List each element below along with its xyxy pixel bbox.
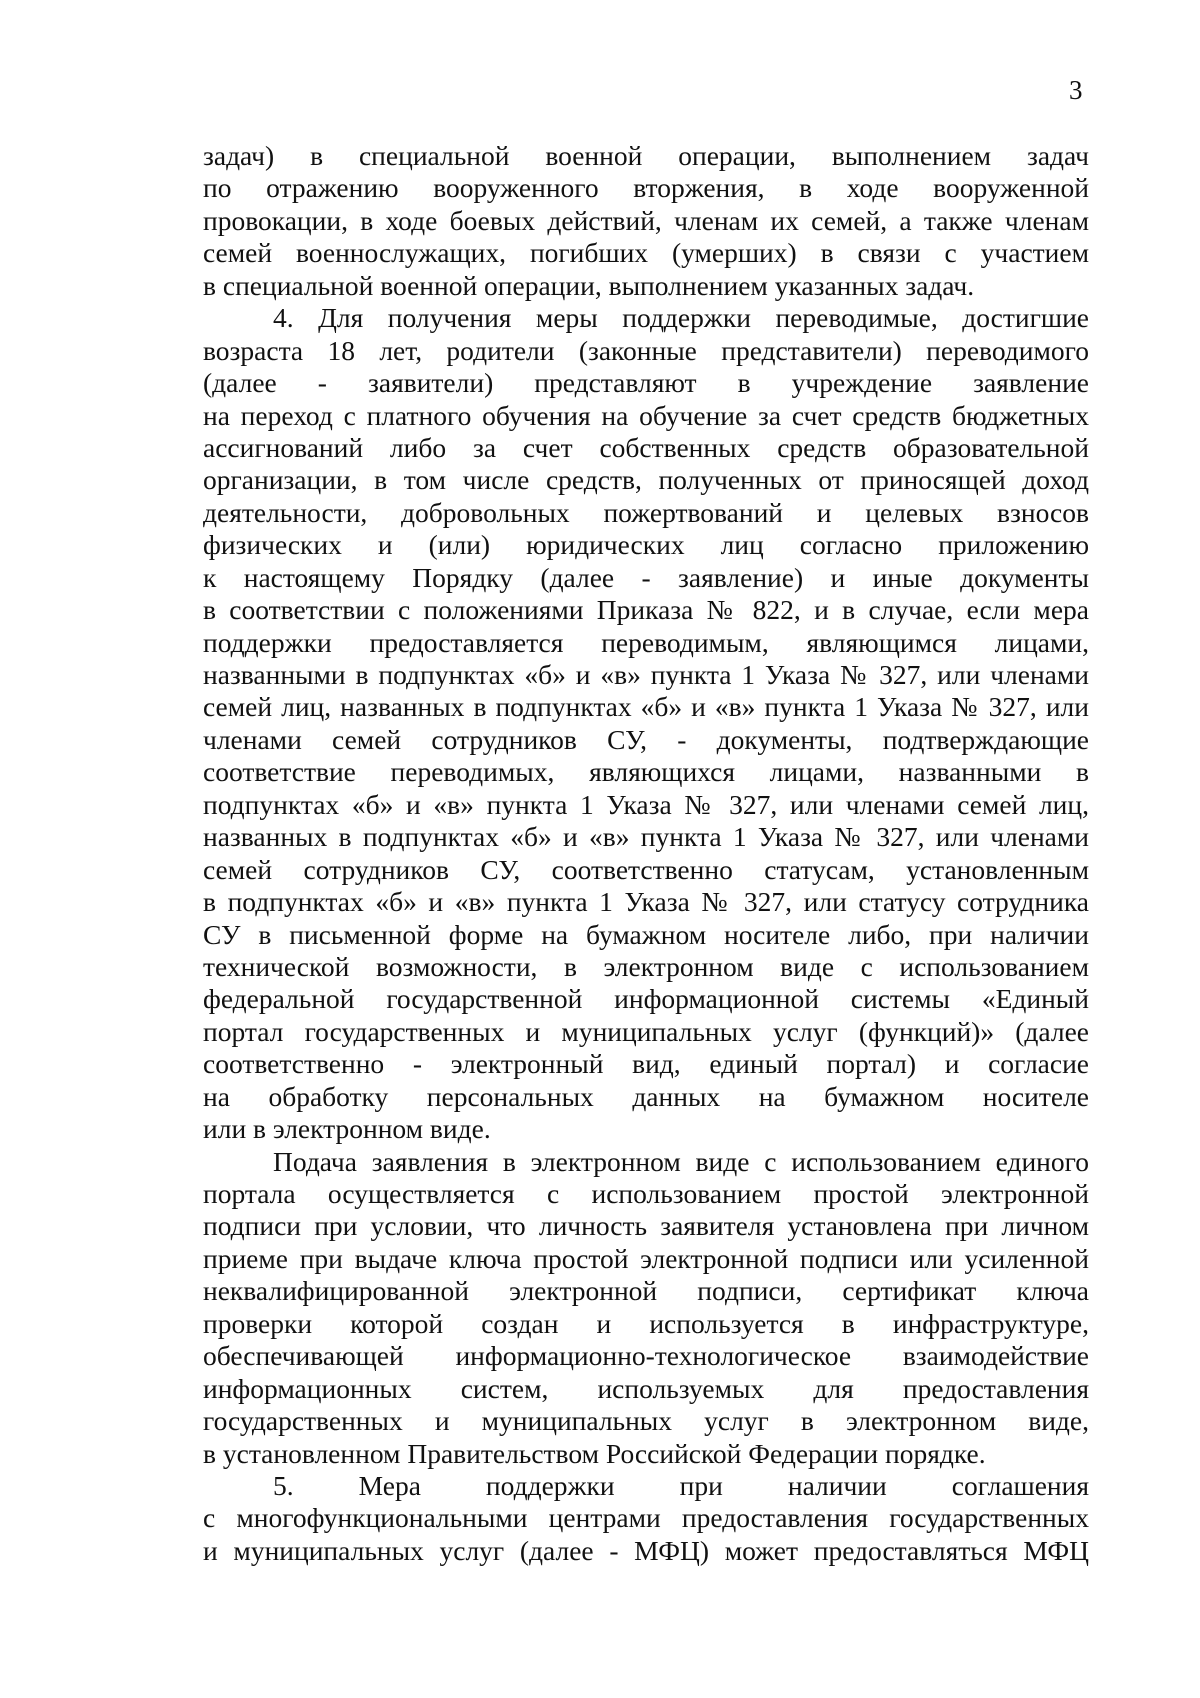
text-line: деятельности, добровольных пожертвований и целевых взносов xyxy=(203,496,1089,528)
text-line: семей сотрудников СУ, соответственно статусам, установленным xyxy=(203,853,1089,885)
text-line: семей лиц, названных в подпунктах «б» и «в» пункта 1 Указа № 327, или xyxy=(203,691,1089,723)
text-line: портала осуществляется с использованием простой электронной xyxy=(203,1178,1089,1209)
text-line: на переход с платного обучения на обучение за счет средств бюджетных xyxy=(203,399,1089,431)
text-line: государственных и муниципальных услуг в электронном виде, xyxy=(203,1405,1089,1437)
text-line: федеральной государственной информационной системы «Единый xyxy=(203,983,1089,1015)
text-line: членами семей сотрудников СУ, - документы, подтверждающие xyxy=(203,723,1089,755)
text-line: ассигнований либо за счет собственных средств образовательной xyxy=(203,431,1089,463)
text-line: в установленном Правительством Российской Федерации порядке. xyxy=(203,1437,986,1469)
text-line: по отражению вооруженного вторжения, в ходе вооруженной xyxy=(203,172,1089,204)
text-line: соответственно - электронный вид, единый портал) и согласие xyxy=(203,1048,1089,1080)
text-line: возраста 18 лет, родители (законные представители) переводимого xyxy=(203,334,1089,366)
text-line: обеспечивающей информационно-технологическое взаимодействие xyxy=(203,1340,1089,1372)
text-line: (далее - заявители) представляют в учреждение заявление xyxy=(203,367,1089,399)
text-line: в специальной военной операции, выполнением указанных задач. xyxy=(203,269,975,301)
text-line: неквалифицированной электронной подписи, сертификат ключа xyxy=(203,1275,1089,1307)
text-line: названных в подпунктах «б» и «в» пункта 1 Указа № 327, или членами xyxy=(203,821,1089,853)
text-line: в соответствии с положениями Приказа № 822, и в случае, если мера xyxy=(203,594,1089,626)
text-line: соответствие переводимых, являющихся лицами, названными в xyxy=(203,756,1089,788)
text-line: приеме при выдаче ключа простой электронной подписи или усиленной xyxy=(203,1242,1089,1274)
text-line: информационных систем, используемых для предоставления xyxy=(203,1372,1089,1404)
text-line: проверки которой создан и используется в инфраструктуре, xyxy=(203,1307,1089,1339)
text-line: семей военнослужащих, погибших (умерших) в связи с участием xyxy=(203,237,1089,269)
text-line: с многофункциональными центрами предоставления государственных xyxy=(203,1502,1089,1534)
text-line: физических и (или) юридических лиц согласно приложению xyxy=(203,529,1089,561)
text-line: подпунктах «б» и «в» пункта 1 Указа № 327, или членами семей лиц, xyxy=(203,788,1089,820)
text-line: задач) в специальной военной операции, выполнением задач xyxy=(203,140,1089,171)
text-line: в подпунктах «б» и «в» пункта 1 Указа № 327, или статусу сотрудника xyxy=(203,886,1089,918)
text-line: организации, в том числе средств, полученных от приносящей доход xyxy=(203,464,1089,496)
text-line: портал государственных и муниципальных услуг (функций)» (далее xyxy=(203,1015,1089,1047)
text-line: 5. Мера поддержки при наличии соглашения xyxy=(273,1469,1089,1501)
text-line: к настоящему Порядку (далее - заявление) и иные документы xyxy=(203,561,1089,593)
text-line: на обработку персональных данных на бумажном носителе xyxy=(203,1080,1089,1112)
text-line: Подача заявления в электронном виде с использованием единого xyxy=(273,1145,1089,1177)
text-line: названными в подпунктах «б» и «в» пункта 1 Указа № 327, или членами xyxy=(203,659,1089,690)
text-line: и муниципальных услуг (далее - МФЦ) может предоставляться МФЦ xyxy=(203,1534,1089,1566)
text-line: провокации, в ходе боевых действий, членам их семей, а также членам xyxy=(203,204,1089,236)
text-line: или в электронном виде. xyxy=(203,1113,491,1145)
text-line: 4. Для получения меры поддержки переводимые, достигшие xyxy=(273,302,1089,334)
text-line: СУ в письменной форме на бумажном носителе либо, при наличии xyxy=(203,918,1089,950)
text-line: подписи при условии, что личность заявителя установлена при личном xyxy=(203,1210,1089,1242)
text-line: технической возможности, в электронном виде с использованием xyxy=(203,950,1089,982)
document-body xyxy=(203,140,1089,1567)
text-line: поддержки предоставляется переводимым, являющимся лицами, xyxy=(203,626,1089,658)
page-number: 3 xyxy=(1069,75,1083,105)
